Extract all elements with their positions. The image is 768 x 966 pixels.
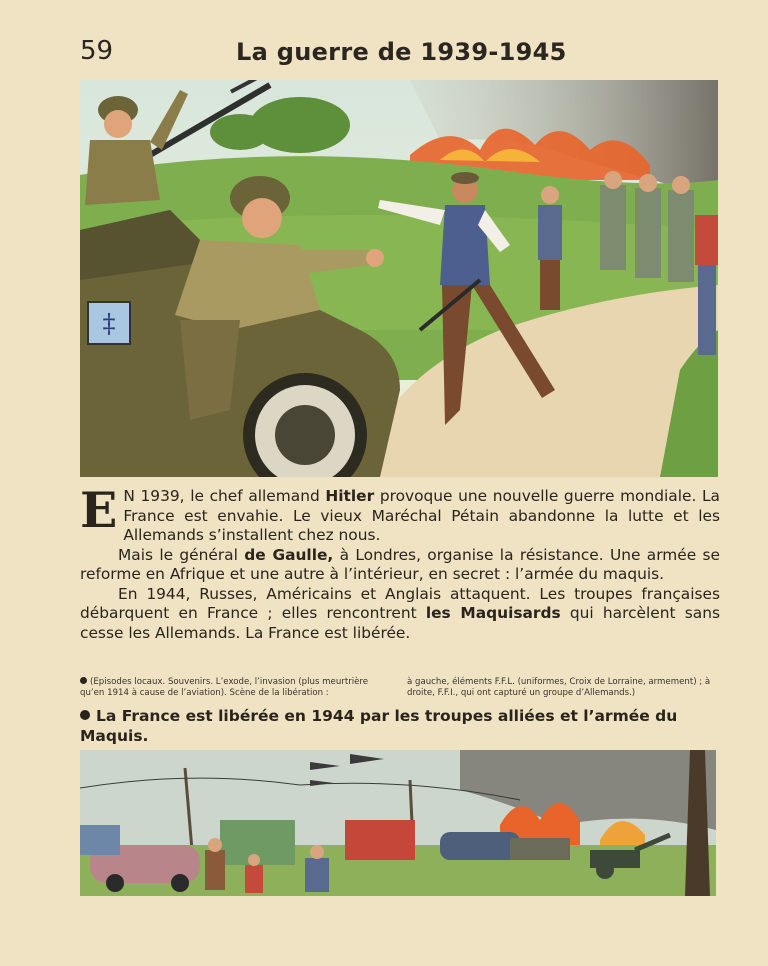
paragraph-1-bold: Hitler	[325, 487, 375, 505]
illustration-exodus	[80, 750, 716, 896]
body-text	[80, 481, 720, 643]
caption-bullet-icon	[80, 677, 87, 684]
caption-right: à gauche, éléments F.F.L. (uniformes, Croix de Lorraine, armement) ; à droite, F.F.I., qui ont capturé un groupe d’Allemands.)	[407, 677, 711, 698]
paragraph-2-part-a: Mais le général	[118, 545, 245, 564]
summary-text: La France est libérée en 1944 par les troupes alliées et l’armée du Maquis.	[80, 707, 678, 745]
illustration-liberation	[80, 80, 718, 477]
paragraph-1-part-a: N 1939, le chef allemand	[123, 487, 326, 505]
caption-left-text: (Episodes locaux. Souvenirs. L’exode, l’invasion (plus meurtrière qu’en 1914 à cause de l’aviation). Scène de la libération :	[80, 677, 369, 698]
paragraph-2-bold: de Gaulle,	[244, 545, 334, 564]
summary-statement	[80, 706, 720, 746]
caption-left	[80, 677, 390, 699]
bullet-icon	[80, 710, 90, 720]
paragraph-1-part-c: provoque une nouvelle guerre mondiale. La France est envahie. Le vieux Maréchal Pétain abandonne la lutte et les Allemands s’installent chez nous.	[123, 487, 720, 544]
drop-cap: E	[80, 481, 118, 539]
paragraph-3	[80, 585, 720, 644]
paragraph-2-part-c: à Londres, organise la résistance. Une armée se reforme en Afrique et une autre à l’intérieur, en secret : l’armée du maquis.	[80, 545, 720, 583]
svg-text:‡: ‡	[102, 309, 116, 339]
paragraph-2	[80, 546, 720, 585]
page-title: La guerre de 1939-1945	[236, 38, 567, 66]
paragraph-3-part-a: En 1944, Russes, Américains et Anglais attaquent. Les troupes françaises débarquent en France ; elles rencontrent	[80, 584, 720, 622]
paragraph-3-part-c: qui harcèlent sans cesse les Allemands. La France est libérée.	[80, 604, 720, 642]
paragraph-3-bold: les Maquisards	[425, 604, 561, 622]
page-number: 59	[80, 36, 114, 66]
paragraph-1	[80, 481, 720, 546]
